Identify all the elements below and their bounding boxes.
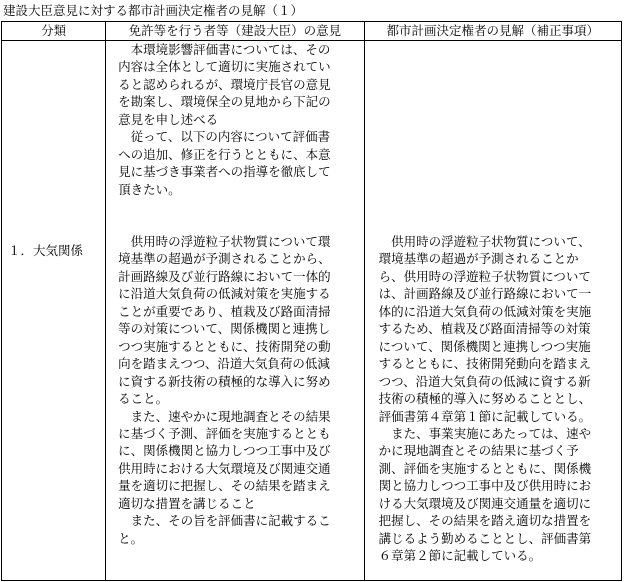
opinion-text: 本環境影響評価書については、その 内容は全体として適切に実施されてい ると認められるが、環境庁長官の意見 を勘案し、環境保全の見地から下記の 意見を申し述べる 従って、以下の内容について評価書 への追加、修正を行うとともに、本意 見に基づき事業者への指導を徹底して 頂きたい。 供用時の浮遊粒子状物質について環 境基準の超過が予測されることから、 計画路線及び並行路線において一体的 に沿道大気負荷の低減対策を実施する ことが重要であり、植栽及び路面清掃 等の対策について、関係機関と連携し つつ実施するとともに、技術開発の動 向を踏まえつつ、沿道大気負荷の低減 に資する新技術の積極的な導入に努め ること。 また、速やかに現地調査とその結果 に基づく予測、評価を実施するととも に、関係機関と協力しつつ工事中及び 供用時における大気環境及び関連交通 量を適切に把握し、その結果を踏まえ 適切な措置を講じること また、その旨を評価書に記載するこ と。 bbox=[118, 42, 331, 546]
opinion-table bbox=[1, 21, 622, 581]
header-category: 分類 bbox=[2, 22, 106, 41]
category-cell bbox=[2, 41, 106, 581]
table-row bbox=[2, 41, 622, 581]
document-title: 建設大臣意見に対する都市計画決定権者の見解（１） bbox=[3, 3, 304, 18]
header-opinion: 免許等を行う者等（建設大臣）の意見 bbox=[106, 22, 364, 41]
category-label: １．大気関係 bbox=[8, 243, 84, 258]
response-text: 供用時の浮遊粒子状物質について、 環境基準の超過が予測されることか ら、供用時の浮遊粒子状物質について は、計画路線及び並行路線において一 体的に沿道大気負荷の低減対策を実施 するため、植栽及び路面清掃等の対策 について、関係機関と連携しつつ実施 するとともに、技術開発動向を踏まえ つつ、沿道大気負荷の低減に資する新 技術の積極的導入に努めることとし、 評価書第４章第１節に記載している。 また、事業実施にあたっては、速や かに現地調査とその結果に基づく予 測、評価を実施するとともに、関係機 関と協力しつつ工事中及び供用時にお ける大気環境及び関連交通量を適切に 把握し、その結果を踏え適切な措置を 講じるよう勤めることとし、評価書第 ６章第２節に記載している。 bbox=[378, 233, 592, 564]
table-header-row bbox=[2, 22, 622, 41]
opinion-cell bbox=[106, 41, 364, 581]
header-response: 都市計画決定権者の見解（補正事項） bbox=[364, 22, 621, 41]
response-cell bbox=[364, 41, 621, 581]
